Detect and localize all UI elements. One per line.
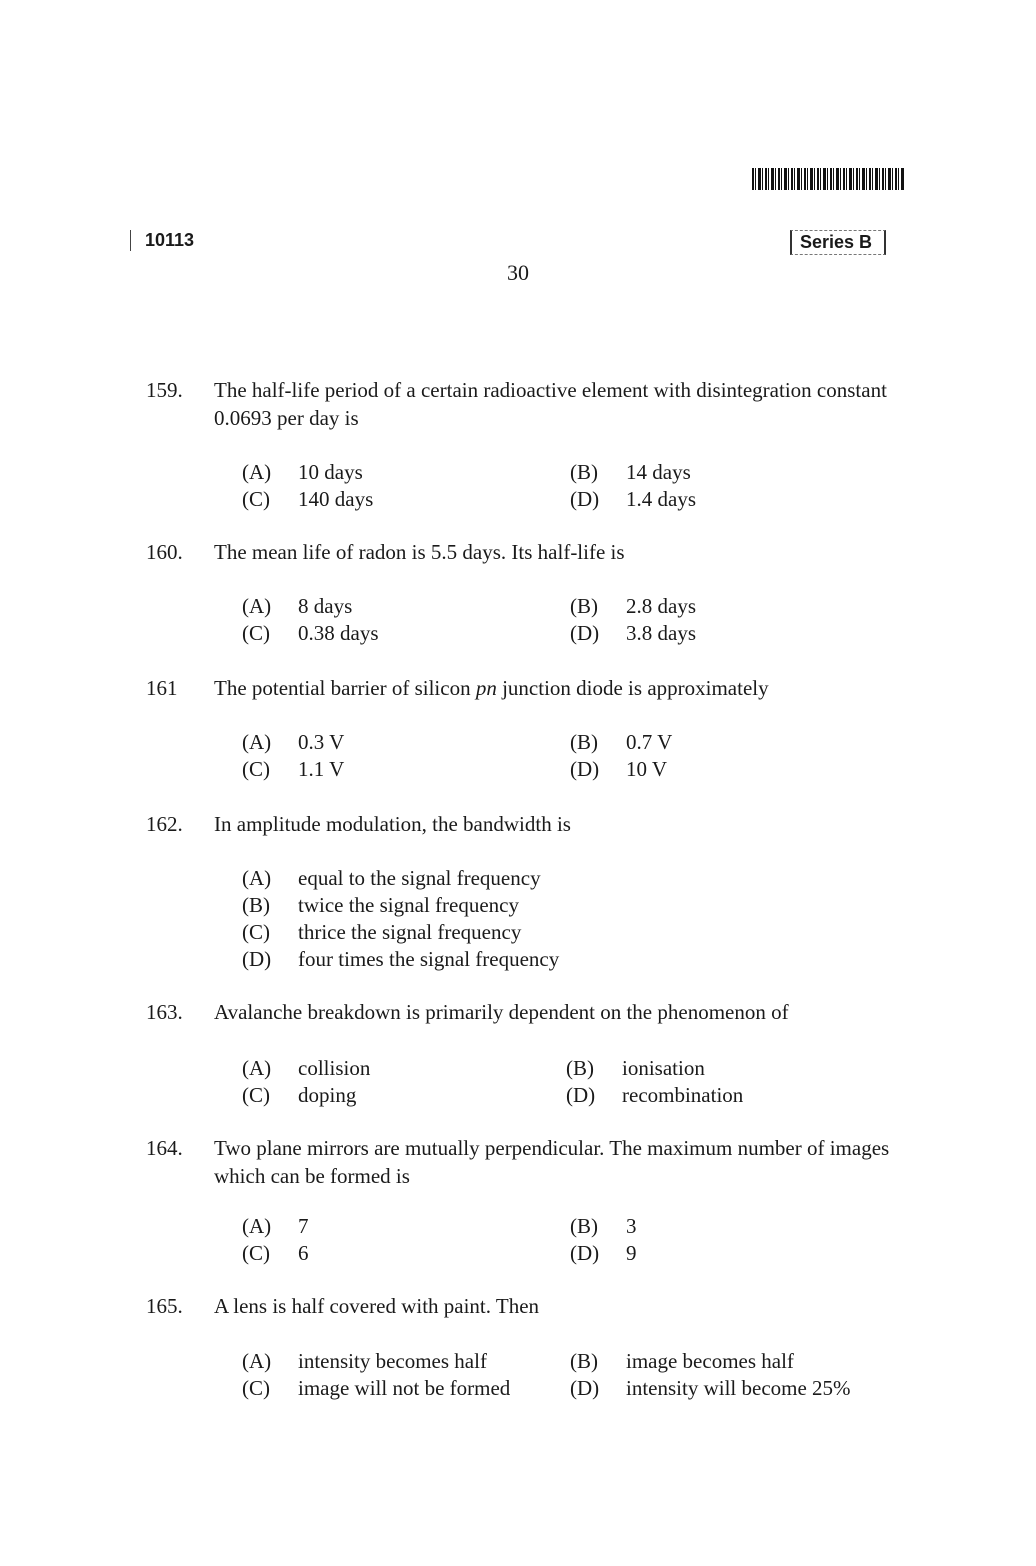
option-label: (D) (242, 947, 272, 971)
option-text: image will not be formed (298, 1376, 511, 1400)
option-d (570, 619, 696, 647)
option-text: four times the signal frequency (298, 947, 560, 971)
barcode (752, 168, 904, 190)
option-text: 0.38 days (298, 621, 379, 645)
question-text: Two plane mirrors are mutually perpendicular. The maximum number of images which can be formed is (214, 1136, 890, 1188)
option-a (242, 1212, 309, 1240)
page-number: 30 (507, 260, 529, 285)
question-text: In amplitude modulation, the bandwidth is (214, 812, 571, 836)
option-text: 3 (626, 1214, 637, 1238)
option-a (242, 1054, 370, 1082)
option-a (242, 728, 344, 756)
option-text: 3.8 days (626, 621, 696, 645)
option-label: (A) (242, 1349, 272, 1373)
question-text (214, 674, 904, 702)
option-a (242, 458, 363, 486)
question-text-italic: pn (475, 676, 497, 700)
question-text-part: The potential barrier of silicon (214, 676, 476, 700)
option-a (242, 592, 352, 620)
option-label: (B) (570, 1214, 598, 1238)
option-d (570, 755, 667, 783)
option-text: 10 days (298, 460, 363, 484)
option-label: (D) (570, 757, 600, 781)
option-d (566, 1081, 743, 1109)
option-label: (A) (242, 1056, 272, 1080)
option-text: twice the signal frequency (298, 893, 519, 917)
option-label: (B) (570, 460, 598, 484)
option-c (242, 1239, 309, 1267)
option-text: 140 days (298, 487, 374, 511)
option-text: 1.1 V (298, 757, 345, 781)
option-b (570, 1212, 637, 1240)
option-label: (A) (242, 866, 272, 890)
option-d (570, 485, 696, 513)
option-label: (C) (242, 757, 270, 781)
option-text: thrice the signal frequency (298, 920, 522, 944)
option-label: (C) (242, 1083, 270, 1107)
option-label: (B) (242, 893, 270, 917)
option-b (570, 728, 672, 756)
option-text: equal to the signal frequency (298, 866, 541, 890)
option-label: (A) (242, 1214, 272, 1238)
question-number: 164. (146, 1136, 183, 1160)
option-label: (C) (242, 621, 270, 645)
option-label: (C) (242, 1241, 270, 1265)
option-text: 8 days (298, 594, 353, 618)
option-label: (A) (242, 594, 272, 618)
option-label: (A) (242, 460, 272, 484)
option-c (242, 755, 344, 783)
option-b (570, 458, 691, 486)
option-text: collision (298, 1056, 371, 1080)
option-b (242, 891, 519, 919)
question-text-part: junction diode is approximately (496, 676, 769, 700)
option-text: 7 (298, 1214, 309, 1238)
option-text: 2.8 days (626, 594, 696, 618)
option-label: (D) (570, 1376, 600, 1400)
option-d (570, 1374, 851, 1402)
option-text: doping (298, 1083, 357, 1107)
option-text: recombination (622, 1083, 744, 1107)
option-text: 1.4 days (626, 487, 696, 511)
option-c (242, 1081, 356, 1109)
option-d (570, 1239, 637, 1267)
question-number: 161 (146, 676, 178, 700)
option-label: (D) (570, 1241, 600, 1265)
question-text: Avalanche breakdown is primarily dependent on the phenomenon of (214, 1000, 789, 1024)
option-c (242, 1374, 510, 1402)
question-text: The mean life of radon is 5.5 days. Its half-life is (214, 540, 625, 564)
question-number: 165. (146, 1294, 183, 1318)
option-text: intensity becomes half (298, 1349, 487, 1373)
option-d (242, 945, 559, 973)
option-text: 14 days (626, 460, 691, 484)
option-b (570, 1347, 794, 1375)
option-text: ionisation (622, 1056, 705, 1080)
question-number: 160. (146, 540, 183, 564)
option-b (570, 592, 696, 620)
option-label: (C) (242, 1376, 270, 1400)
option-text: image becomes half (626, 1349, 794, 1373)
option-c (242, 485, 373, 513)
question-number: 163. (146, 1000, 183, 1024)
option-a (242, 1347, 487, 1375)
option-c (242, 918, 521, 946)
option-label: (C) (242, 920, 270, 944)
paper-code: 10113 (130, 230, 194, 251)
option-label: (D) (570, 487, 600, 511)
question-text: The half-life period of a certain radioactive element with disintegration constant 0.0693 per day is (214, 378, 887, 430)
option-label: (B) (566, 1056, 594, 1080)
option-label: (C) (242, 487, 270, 511)
question-number: 162. (146, 812, 183, 836)
option-label: (B) (570, 730, 598, 754)
option-c (242, 619, 379, 647)
option-text: intensity will become 25% (626, 1376, 851, 1400)
option-text: 10 V (626, 757, 668, 781)
question-text: A lens is half covered with paint. Then (214, 1294, 540, 1318)
question-number: 159. (146, 378, 183, 402)
option-label: (D) (570, 621, 600, 645)
option-label: (B) (570, 1349, 598, 1373)
option-text: 0.7 V (626, 730, 673, 754)
option-label: (B) (570, 594, 598, 618)
option-text: 6 (298, 1241, 309, 1265)
option-b (566, 1054, 705, 1082)
option-label: (D) (566, 1083, 596, 1107)
series-label: Series B (790, 230, 886, 255)
option-text: 0.3 V (298, 730, 345, 754)
option-label: (A) (242, 730, 272, 754)
option-text: 9 (626, 1241, 637, 1265)
option-a (242, 864, 541, 892)
